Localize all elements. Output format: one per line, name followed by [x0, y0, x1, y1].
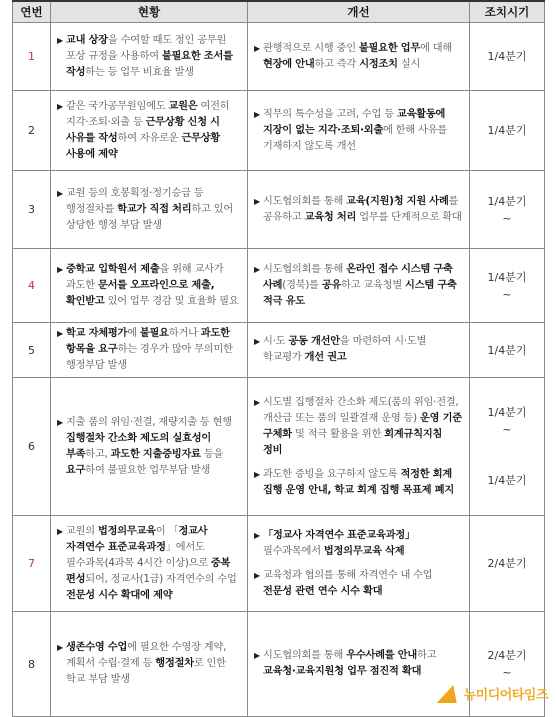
body-text: 시도별 집행절차 간소화 제도(품의 위임·전결, 개산급 또는 품의 일괄결재 운영 등) — [263, 396, 459, 424]
bullet-item — [57, 262, 241, 310]
body-text: 를 공유하고 — [263, 195, 459, 223]
table-row — [13, 23, 545, 91]
row-number: 2 — [13, 91, 51, 171]
timing-cell — [470, 516, 545, 612]
bold-text: 중학교 입학원서 제출 — [66, 263, 160, 275]
bullet-marker-icon: ▶ — [57, 643, 63, 652]
body-text: 업무를 단계적으로 확대 — [356, 211, 462, 223]
bold-text: 공유 — [321, 279, 342, 291]
bullet-item — [254, 467, 463, 499]
body-text: 되어, 정교사(1급) 자격연수의 수업 — [85, 573, 237, 585]
body-text: 하고 교육청별 — [341, 279, 406, 291]
watermark-text: 뉴미디어타임즈 — [463, 688, 548, 703]
improvement-cell — [248, 171, 470, 249]
bold-text: 근무상황 사용에 제약 — [66, 132, 221, 160]
current-status-cell — [51, 378, 248, 516]
body-text: 있어 업무 경감 및 효율화 필요 — [104, 295, 239, 307]
bold-text: 현장에 안내 — [263, 58, 315, 70]
body-text: 하는 등 업무 비효율 발생 — [85, 66, 194, 78]
bullet-marker-icon: ▶ — [57, 526, 63, 536]
bold-text: 전문성 시수 확대에 제약 — [66, 589, 173, 601]
bullet-marker-icon: ▶ — [254, 570, 260, 580]
bold-text: 법정의무교육 — [97, 525, 156, 537]
bold-text: 불필요한 조서를 작성 — [66, 50, 233, 78]
bullet-item — [57, 524, 241, 604]
bullet-item — [57, 326, 241, 374]
bold-text: 불필요한 업무 — [358, 42, 421, 54]
bold-text: 「정교사 자격연수 표준교육과정」 — [263, 529, 416, 541]
bullet-item — [254, 648, 463, 680]
body-text: 에 대해 — [420, 42, 453, 54]
bold-text: 교육청·교육지원청 업무 점진적 확대 — [263, 666, 422, 677]
bullet-item — [254, 262, 463, 310]
body-text: 시도협의회를 통해 — [263, 195, 347, 207]
body-text: 및 적극 활용을 위한 — [291, 428, 385, 440]
timing-cell — [470, 378, 545, 516]
bold-text: 교육활동에 지장이 없는 지각·조퇴·외출 — [263, 108, 446, 136]
timing-cell — [470, 249, 545, 323]
body-text: 하거나 — [168, 328, 201, 339]
improvement-cell — [248, 378, 470, 516]
bold-text: 운영 기준 구체화 — [263, 412, 462, 440]
improvement-cell — [248, 249, 470, 323]
timing-value: ~ — [502, 211, 512, 225]
bold-text: 집행절차 간소화 제도의 실효성이 부족 — [66, 432, 212, 460]
current-status-cell — [51, 171, 248, 249]
body-text: 로 인한 학교 부담 발생 — [66, 658, 226, 685]
current-status-cell — [51, 516, 248, 612]
timing-value: ~ — [502, 666, 512, 679]
body-text: (경북)를 — [282, 279, 322, 291]
bold-text: 문서를 오프라인으로 제출, 확인받고 — [66, 279, 215, 307]
body-text: 시도협의회를 통해 — [263, 650, 347, 661]
body-text: 지출 품의 위임·전결, 재량지출 등 현행 — [66, 416, 232, 428]
body-text: 하여 자유로운 — [117, 132, 182, 144]
improvement-cell — [248, 91, 470, 171]
bold-text: 학교 자체평가 — [66, 328, 128, 339]
current-status-cell — [51, 612, 248, 717]
body-text: 에 — [127, 328, 140, 339]
bullet-item — [254, 334, 463, 366]
timing-value: 1/4분기 — [487, 270, 527, 284]
bold-text: 적정한 회계 집행 운영 안내, 학교 회계 집행 목표제 폐지 — [263, 468, 454, 496]
row-number: 7 — [13, 516, 51, 612]
bold-text: 행정절차 — [155, 658, 194, 669]
body-text: 」에서도 필수과목(4과목 4시간 이상)으로 — [66, 541, 211, 569]
bullet-marker-icon: ▶ — [254, 337, 260, 346]
body-text: 교원 등의 호봉획정·정기승급 등 행정절차를 — [66, 187, 204, 215]
body-text: 을 위해 교사가 과도한 — [66, 263, 224, 291]
bold-text: 요구 — [66, 464, 86, 476]
body-text: 시·도 — [263, 336, 289, 347]
bold-text: 정교사 자격연수 표준교육과정 — [66, 525, 208, 553]
body-text: 하고 있어 상당한 행정 부담 발생 — [66, 203, 234, 231]
timing-value: 1/4분기 — [487, 406, 527, 419]
table-row — [13, 171, 545, 249]
timing-value: 1/4분기 — [487, 343, 527, 357]
bullet-marker-icon: ▶ — [57, 101, 63, 111]
bold-text: 전문성 관련 연수 시수 확대 — [263, 585, 383, 597]
timing-value — [470, 438, 544, 472]
bold-text: 시정조치 — [359, 58, 398, 70]
bold-text: 중복 편성 — [66, 557, 231, 585]
bold-text: 우수사례를 안내 — [346, 650, 418, 661]
body-text: 을 마련하여 시·도별 학교평가 — [263, 336, 427, 363]
bullet-marker-icon: ▶ — [57, 329, 63, 338]
bullet-item — [254, 528, 463, 560]
header-improvement: 개선 — [248, 1, 470, 23]
body-text: 직무의 특수성을 고려, 수업 등 — [263, 108, 397, 120]
bullet-marker-icon: ▶ — [57, 188, 63, 198]
header-timing: 조치시기 — [470, 1, 545, 23]
bullet-item — [254, 194, 463, 226]
improvement-cell — [248, 23, 470, 91]
bullet-item — [254, 41, 463, 73]
bullet-marker-icon: ▶ — [254, 397, 260, 407]
bullet-item — [57, 33, 241, 81]
body-text: 하는 경우가 많아 무의미한 행정부담 발생 — [66, 344, 233, 371]
body-text: 을 수여할 때도 정인 공무원 포상 규정을 사용하여 — [66, 34, 227, 62]
bullet-item — [254, 107, 463, 155]
row-number: 8 — [13, 612, 51, 717]
table-row — [13, 516, 545, 612]
bullet-marker-icon: ▶ — [254, 469, 260, 479]
bullet-item — [57, 415, 241, 479]
bullet-item — [57, 99, 241, 163]
header-no: 연번 — [13, 1, 51, 23]
body-text: 같은 국가공무원임에도 — [66, 100, 169, 112]
timing-value: 1/4분기 — [487, 124, 527, 137]
row-number: 4 — [13, 249, 51, 323]
current-status-cell — [51, 91, 248, 171]
body-text: 관행적으로 시행 중인 — [263, 42, 359, 54]
body-text: 등을 — [200, 448, 224, 460]
body-text: 하여 불필요한 업무부담 발생 — [85, 464, 211, 476]
body-text: 교원의 — [66, 525, 98, 537]
timing-value: 1/4분기 — [487, 474, 527, 487]
table-row — [13, 378, 545, 516]
body-text: 에 필요한 수영장 계약, 계획서 수립·결제 등 — [66, 642, 227, 669]
current-status-cell — [51, 249, 248, 323]
bold-text: 개선 권고 — [304, 352, 347, 363]
timing-value: 2/4분기 — [487, 649, 527, 662]
timing-cell — [470, 171, 545, 249]
table-row — [13, 323, 545, 378]
row-number: 3 — [13, 171, 51, 249]
timing-value: ~ — [502, 287, 512, 301]
bullet-marker-icon: ▶ — [57, 264, 63, 274]
improvement-cell — [248, 516, 470, 612]
bullet-marker-icon: ▶ — [254, 109, 260, 119]
bullet-marker-icon: ▶ — [254, 264, 260, 274]
improvement-table — [12, 0, 545, 717]
bullet-marker-icon: ▶ — [57, 35, 63, 45]
timing-cell — [470, 91, 545, 171]
body-text: 과도한 증빙을 요구하지 않도록 — [263, 468, 401, 480]
bold-text: 온라인 접수 시스템 구축 사례 — [263, 263, 453, 291]
bold-text: 회계규칙지침 정비 — [263, 428, 443, 456]
bullet-item — [57, 640, 241, 688]
bullet-item — [254, 568, 463, 600]
current-status-cell — [51, 23, 248, 91]
body-text: 필수과목에서 — [263, 545, 324, 557]
body-text: 시도협의회를 통해 — [263, 263, 347, 275]
bullet-marker-icon: ▶ — [254, 651, 260, 660]
table-row — [13, 249, 545, 323]
row-number: 5 — [13, 323, 51, 378]
table-header-row — [13, 1, 545, 23]
body-text: 에 한해 사유를 기재하지 않도록 개선 — [263, 124, 448, 152]
bold-text: 교원은 — [168, 100, 198, 112]
body-text: 이 「 — [155, 525, 179, 537]
bullet-marker-icon: ▶ — [57, 417, 63, 427]
body-text: 하고 즉각 — [314, 58, 360, 70]
bold-text: 불필요 — [139, 328, 169, 339]
bullet-marker-icon: ▶ — [254, 196, 260, 206]
bold-text: 근무상황 신청 시 사유를 작성 — [66, 116, 220, 144]
body-text: 교육청과 협의를 통해 자격연수 내 수업 — [263, 569, 433, 581]
timing-cell — [470, 23, 545, 91]
timing-value: 1/4분기 — [487, 194, 527, 208]
current-status-cell — [51, 323, 248, 378]
bullet-marker-icon: ▶ — [254, 530, 260, 540]
bullet-item — [57, 186, 241, 234]
bold-text: 학교가 직접 처리 — [117, 203, 192, 215]
bold-text: 교육(지원)청 지원 사례 — [346, 195, 449, 207]
bold-text: 법정의무교육 삭제 — [323, 545, 405, 557]
body-text: 하고 — [417, 650, 437, 661]
header-current: 현황 — [51, 1, 248, 23]
bold-text: 시스템 구축 적극 유도 — [263, 279, 457, 307]
bold-text: 교내 상장 — [66, 34, 108, 46]
watermark — [440, 684, 548, 703]
timing-value: 2/4분기 — [487, 557, 527, 570]
timing-value: ~ — [502, 423, 512, 436]
row-number: 1 — [13, 23, 51, 91]
timing-value: 1/4분기 — [487, 50, 527, 63]
body-text: 실시 — [397, 58, 421, 70]
body-text: 하고, — [85, 448, 111, 460]
improvement-cell — [248, 323, 470, 378]
row-number: 6 — [13, 378, 51, 516]
bold-text: 교육청 처리 — [304, 211, 357, 223]
body-text: 여전히 지각·조퇴·외출 등 — [66, 100, 230, 128]
bold-text: 과도한 지출증빙자료 — [110, 448, 201, 460]
bold-text: 과도한 항목을 요구 — [66, 328, 230, 355]
bullet-item — [254, 395, 463, 459]
bold-text: 공동 개선안 — [288, 336, 340, 347]
bold-text: 생존수영 수업 — [66, 642, 128, 653]
timing-cell — [470, 323, 545, 378]
table-row — [13, 91, 545, 171]
bullet-marker-icon: ▶ — [254, 43, 260, 53]
newmedia-logo-icon — [440, 685, 460, 703]
